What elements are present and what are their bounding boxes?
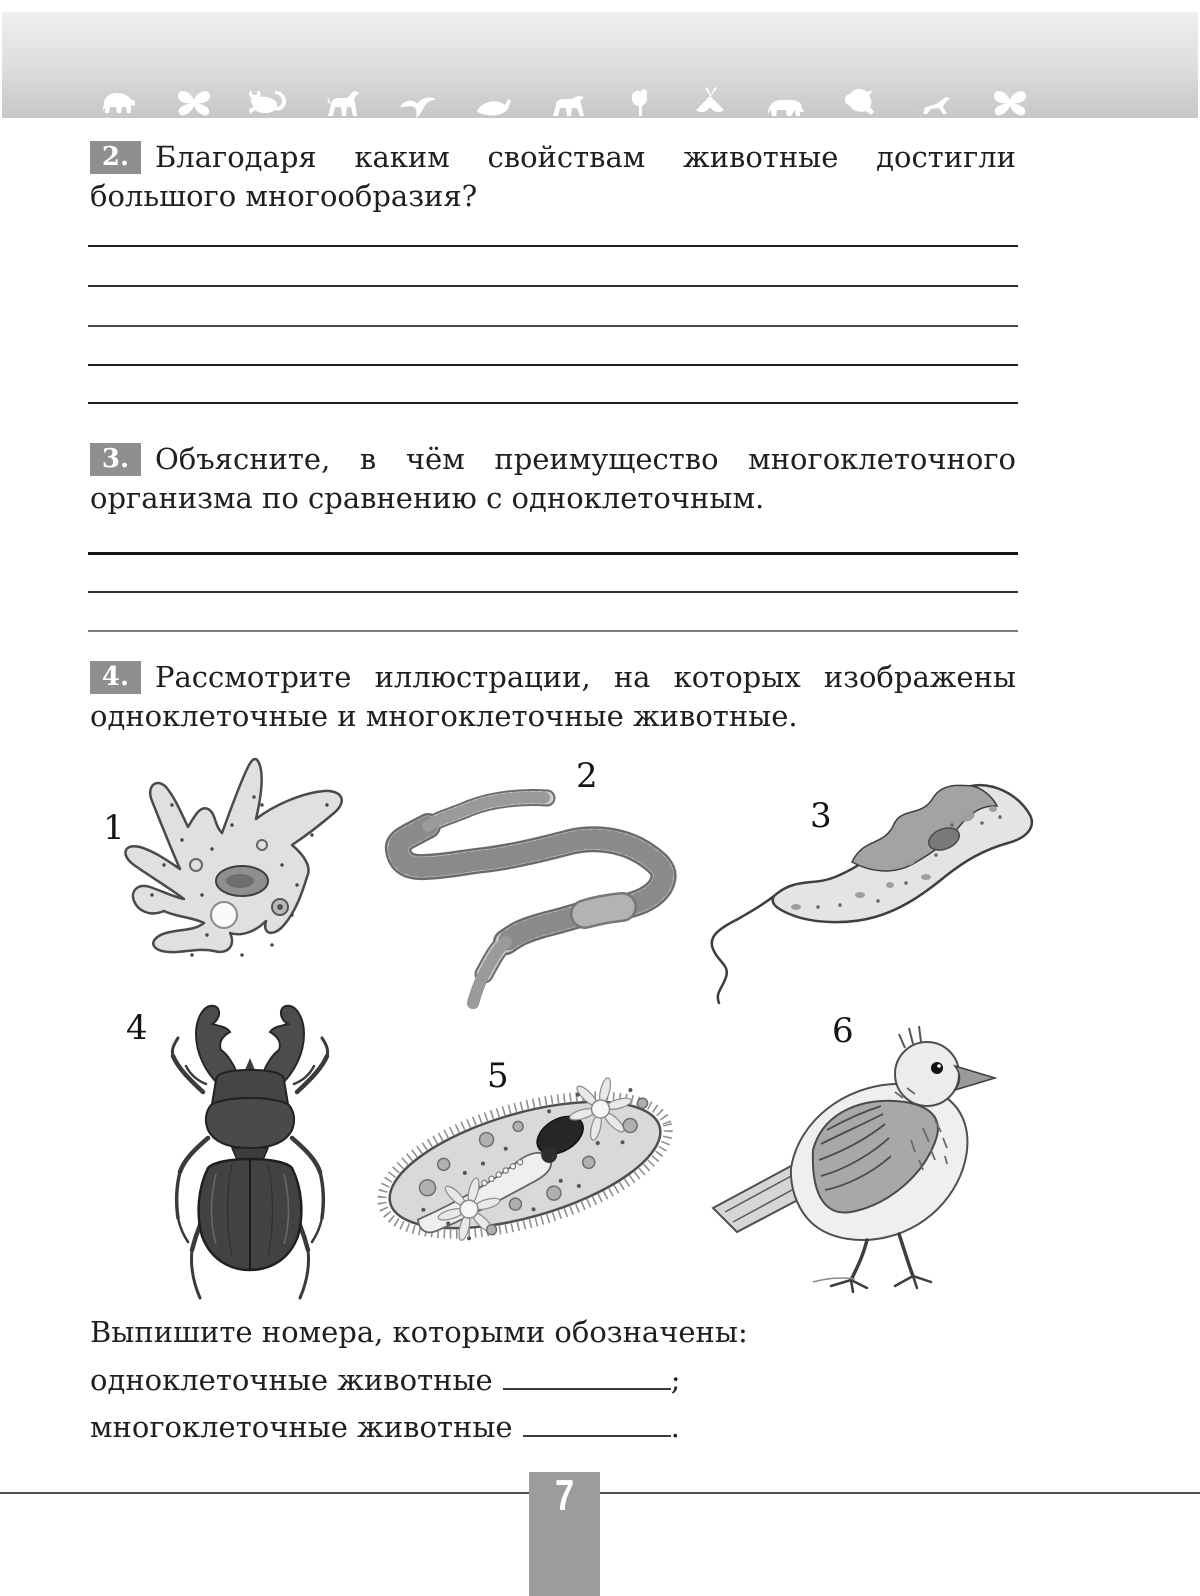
bird-beak (955, 1066, 995, 1090)
scorpion-icon (246, 86, 288, 118)
fox-icon (841, 86, 879, 118)
heron-icon (625, 86, 657, 118)
question-4-number-badge: 4. (90, 661, 141, 694)
answer-line[interactable] (88, 402, 1018, 404)
question-3-number-badge: 3. (90, 443, 141, 476)
bird-legs (831, 1234, 931, 1292)
amoeba-contractile-vacuole (211, 902, 237, 928)
paramecium-illustration (355, 1060, 695, 1270)
antelope-icon (911, 90, 957, 118)
bird-head (895, 1042, 959, 1106)
answer-line[interactable] (88, 325, 1018, 327)
question-3 (90, 440, 1016, 518)
page-number: 7 (554, 1471, 575, 1520)
unicellular-suffix: ; (670, 1363, 681, 1397)
earthworm-body (398, 797, 664, 1003)
animal-icon-row (95, 86, 1030, 118)
task-instruction: Выпишите номера, которыми обозначены: (90, 1315, 748, 1349)
task-row-unicellular (90, 1362, 680, 1397)
beetle-legs (172, 1038, 212, 1298)
answer-line[interactable] (88, 245, 1018, 247)
swallow-icon (397, 92, 439, 118)
bird-eye (931, 1062, 943, 1074)
boar-icon (762, 92, 808, 118)
unicellular-label: одноклеточные животные (90, 1363, 493, 1397)
figure-label-1: 1 (103, 808, 125, 848)
figure-label-5: 5 (487, 1056, 509, 1096)
moth-icon (690, 86, 730, 118)
butterfly-icon (990, 86, 1030, 118)
figure-label-3: 3 (810, 796, 832, 836)
question-4 (90, 658, 1016, 736)
lark-bird-illustration (695, 1000, 1035, 1295)
butterfly-icon (174, 86, 214, 118)
stag-beetle-illustration (150, 992, 350, 1307)
question-2-number-badge: 2. (90, 141, 141, 174)
multicellular-suffix: . (670, 1410, 680, 1444)
multicellular-label: многоклеточные животные (90, 1410, 513, 1444)
footer-rule (0, 1492, 1200, 1494)
question-2 (90, 138, 1016, 216)
figure-label-6: 6 (832, 1011, 854, 1051)
answer-line[interactable] (88, 364, 1018, 366)
question-2-text: Благодаря каким свойствам животные достигли большого многообразия? (90, 140, 1016, 213)
amoeba-illustration (112, 745, 372, 995)
answer-line[interactable] (88, 285, 1018, 287)
answer-line[interactable] (88, 630, 1018, 632)
beetle-pronotum (206, 1098, 294, 1148)
task-row-multicellular (90, 1409, 680, 1444)
unicellular-answer-blank[interactable] (503, 1362, 671, 1390)
earthworm-clitellum (585, 907, 622, 914)
earthworm-illustration (380, 770, 680, 1015)
moose-icon (548, 88, 592, 118)
figure-label-4: 4 (126, 1008, 148, 1048)
whale-icon (472, 94, 516, 118)
horse-icon (321, 88, 365, 118)
trypanosome-flagellum (712, 896, 774, 1003)
question-4-text: Рассмотрите иллюстрации, на которых изображены одноклеточные и многоклеточные животные. (90, 660, 1016, 733)
multicellular-answer-blank[interactable] (523, 1409, 671, 1437)
answer-line[interactable] (88, 591, 1018, 593)
trypanosome-illustration (700, 765, 1040, 1005)
page-number-tab (529, 1472, 600, 1596)
decorative-animal-band (2, 12, 1198, 118)
bison-icon (95, 90, 141, 118)
figure-label-2: 2 (576, 756, 598, 796)
question-3-text: Объясните, в чём преимущество многоклеточного организма по сравнению с одноклеточным. (90, 442, 1016, 515)
answer-line[interactable] (88, 552, 1018, 555)
